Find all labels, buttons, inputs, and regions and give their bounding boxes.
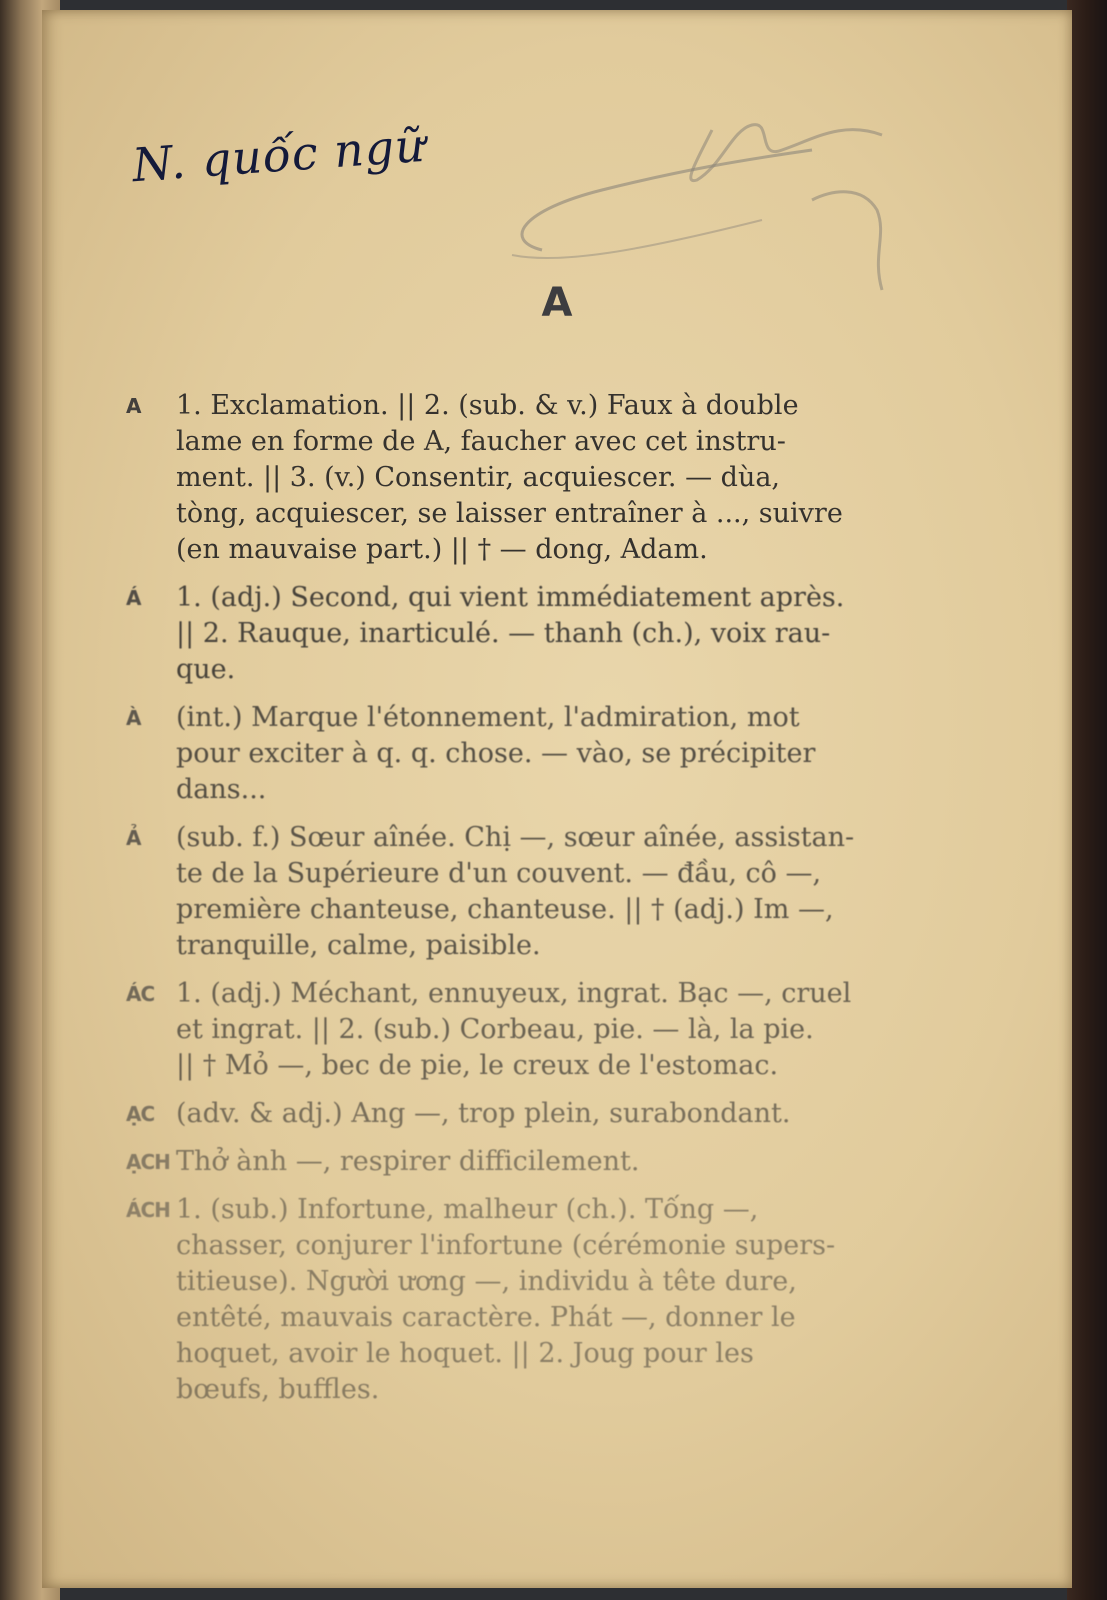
dictionary-entry: [126, 1096, 912, 1132]
book-cover-edge: [1067, 0, 1107, 1600]
entry-headword: ẠC: [126, 1102, 155, 1126]
dictionary-entry: [126, 700, 912, 808]
entry-line: 1. (adj.) Méchant, ennuyeux, ingrat. Bạc —, cruel: [176, 978, 852, 1009]
entry-line: || 2. Rauque, inarticulé. — thanh (ch.), voix rau-: [176, 618, 831, 649]
entry-list: [126, 388, 912, 1420]
entry-headword: Á: [126, 586, 141, 610]
entry-line: que.: [176, 654, 236, 685]
entry-line: 1. Exclamation. || 2. (sub. & v.) Faux à double: [176, 390, 799, 421]
entry-line: pour exciter à q. q. chose. — vào, se précipiter: [176, 738, 816, 769]
entry-headword: A: [126, 394, 141, 418]
dictionary-entry: [126, 1192, 912, 1408]
entry-line: (int.) Marque l'étonnement, l'admiration, mot: [176, 702, 800, 733]
dictionary-entry: [126, 580, 912, 688]
dictionary-entry: [126, 1144, 912, 1180]
entry-line: chasser, conjurer l'infortune (cérémonie supers-: [176, 1230, 836, 1261]
entry-line: (sub. f.) Sœur aînée. Chị —, sœur aînée, assistan-: [176, 822, 855, 853]
entry-line: lame en forme de A, faucher avec cet instru-: [176, 426, 786, 457]
entry-line: bœufs, buffles.: [176, 1374, 380, 1405]
entry-line: entêté, mauvais caractère. Phát —, donner le: [176, 1302, 796, 1333]
entry-line: première chanteuse, chanteuse. || † (adj.) Im —,: [176, 894, 834, 925]
entry-line: || † Mỏ —, bec de pie, le creux de l'estomac.: [176, 1050, 779, 1081]
pencil-signature: [482, 90, 932, 310]
dictionary-entry: [126, 976, 912, 1084]
entry-headword: Ả: [126, 826, 141, 850]
dictionary-entry: [126, 820, 912, 964]
entry-line: tranquille, calme, paisible.: [176, 930, 541, 961]
entry-line: ment. || 3. (v.) Consentir, acquiescer. — dùa,: [176, 462, 781, 493]
section-letter-heading: A: [541, 280, 573, 326]
entry-line: 1. (sub.) Infortune, malheur (ch.). Tống —,: [176, 1194, 759, 1225]
entry-line: Thở ành —, respirer difficilement.: [176, 1146, 640, 1177]
entry-line: te de la Supérieure d'un couvent. — đầu, cô —,: [176, 858, 822, 889]
entry-line: 1. (adj.) Second, qui vient immédiatement après.: [176, 582, 845, 613]
entry-line: tòng, acquiescer, se laisser entraîner à ..., suivre: [176, 498, 843, 529]
entry-headword: À: [126, 706, 141, 730]
handwritten-note: N. quốc ngữ: [130, 117, 428, 193]
entry-line: (adv. & adj.) Ang —, trop plein, surabondant.: [176, 1098, 791, 1129]
entry-line: hoquet, avoir le hoquet. || 2. Joug pour les: [176, 1338, 754, 1369]
dictionary-entry: [126, 388, 912, 568]
entry-line: et ingrat. || 2. (sub.) Corbeau, pie. — là, la pie.: [176, 1014, 814, 1045]
dictionary-page: [42, 10, 1072, 1588]
entry-line: titieuse). Người ương —, individu à tête dure,: [176, 1266, 797, 1297]
entry-headword: ẠCH: [126, 1150, 170, 1174]
entry-headword: ÁCH: [126, 1198, 170, 1222]
entry-line: (en mauvaise part.) || † — dong, Adam.: [176, 534, 708, 565]
entry-headword: ÁC: [126, 982, 155, 1006]
entry-line: dans...: [176, 774, 267, 805]
